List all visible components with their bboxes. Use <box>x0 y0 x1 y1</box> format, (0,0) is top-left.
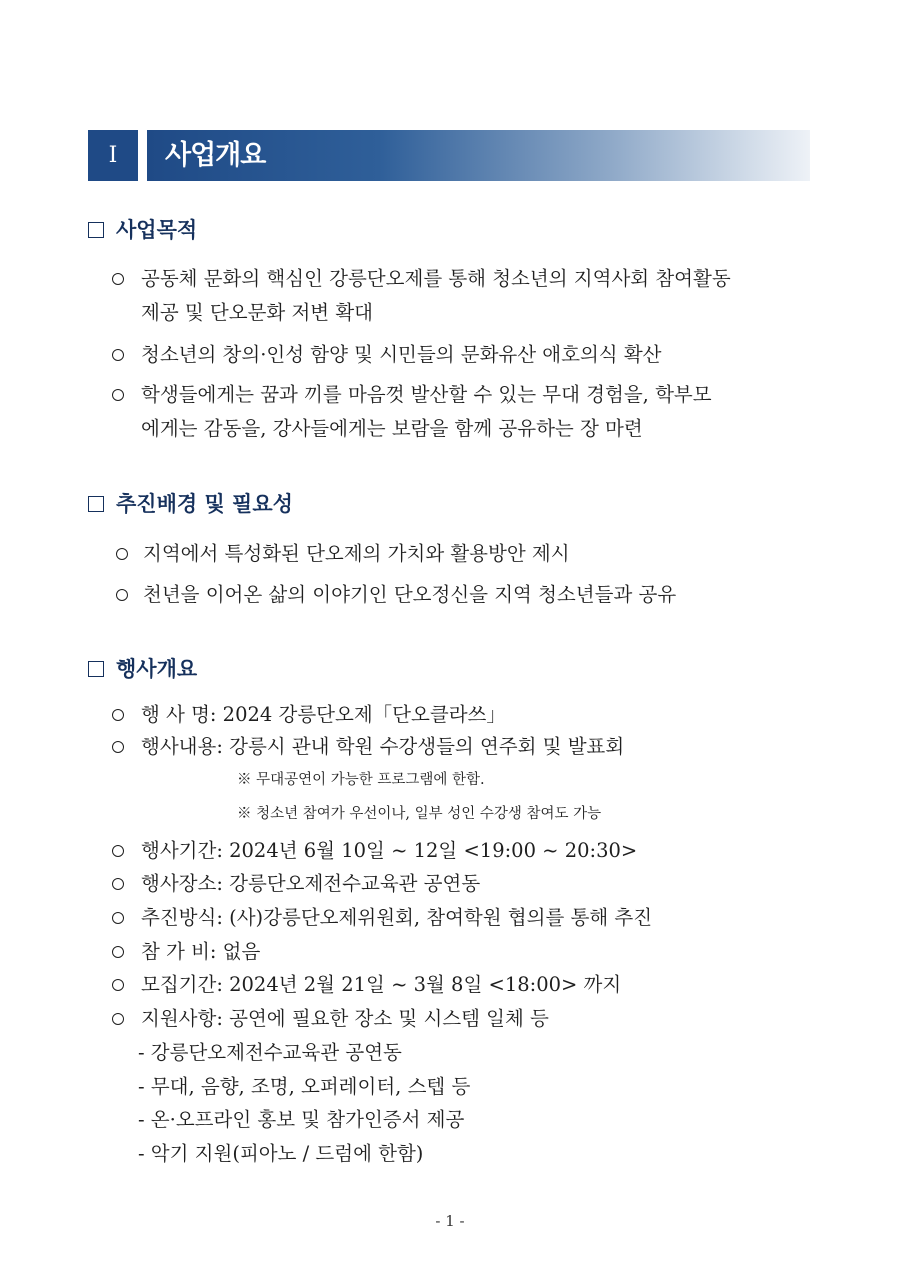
section-heading-background: 추진배경 및 필요성 <box>88 490 293 518</box>
checkbox-square-icon <box>88 222 104 238</box>
purpose-item-1-line-2: 제공 및 단오문화 저변 확대 <box>141 301 374 324</box>
circle-bullet-icon <box>116 589 128 601</box>
background-item-2: 천년을 이어온 삶의 이야기인 단오정신을 지역 청소년들과 공유 <box>143 583 677 606</box>
circle-bullet-icon <box>112 349 124 361</box>
overview-method: 추진방식: (사)강릉단오제위원회, 참여학원 협의를 통해 추진 <box>141 906 653 929</box>
circle-bullet-icon <box>112 273 124 285</box>
circle-bullet-icon <box>116 548 128 560</box>
overview-support: 지원사항: 공연에 필요한 장소 및 시스템 일체 등 <box>141 1007 549 1030</box>
purpose-item-2: 청소년의 창의·인성 함양 및 시민들의 문화유산 애호의식 확산 <box>141 343 662 366</box>
circle-bullet-icon <box>112 1013 124 1025</box>
chapter-title-bar <box>147 130 810 181</box>
circle-bullet-icon <box>112 912 124 924</box>
purpose-item-1-line-1: 공동체 문화의 핵심인 강릉단오제를 통해 청소년의 지역사회 참여활동 <box>141 267 731 290</box>
checkbox-square-icon <box>88 661 104 677</box>
circle-bullet-icon <box>112 878 124 890</box>
chapter-title: 사업개요 <box>165 140 266 171</box>
note-2: ※ 청소년 참여가 우선이나, 일부 성인 수강생 참여도 가능 <box>237 806 602 822</box>
support-item-1: - 강릉단오제전수교육관 공연동 <box>138 1041 402 1064</box>
checkbox-square-icon <box>88 496 104 512</box>
circle-bullet-icon <box>112 709 124 721</box>
support-item-4: - 악기 지원(피아노 / 드럼에 한함) <box>138 1142 424 1165</box>
page-number: - 1 - <box>435 1212 465 1230</box>
purpose-item-3-line-1: 학생들에게는 꿈과 끼를 마음껏 발산할 수 있는 무대 경험을, 학부모 <box>141 383 712 406</box>
circle-bullet-icon <box>112 979 124 991</box>
overview-event-content: 행사내용: 강릉시 관내 학원 수강생들의 연주회 및 발표회 <box>141 735 625 758</box>
background-item-1: 지역에서 특성화된 단오제의 가치와 활용방안 제시 <box>143 542 570 565</box>
overview-event-name: 행 사 명: 2024 강릉단오제「단오클라쓰」 <box>141 703 506 726</box>
chapter-header <box>88 130 810 181</box>
overview-fee: 참 가 비: 없음 <box>141 940 261 963</box>
chapter-number: I <box>88 130 138 181</box>
purpose-item-3-line-2: 에게는 감동을, 강사들에게는 보람을 함께 공유하는 장 마련 <box>141 417 643 440</box>
section-heading-overview: 행사개요 <box>88 655 197 683</box>
overview-event-venue: 행사장소: 강릉단오제전수교육관 공연동 <box>141 872 481 895</box>
section-heading-purpose: 사업목적 <box>88 216 197 244</box>
circle-bullet-icon <box>112 389 124 401</box>
support-item-3: - 온·오프라인 홍보 및 참가인증서 제공 <box>138 1108 465 1131</box>
support-item-2: - 무대, 음향, 조명, 오퍼레이터, 스텝 등 <box>138 1075 471 1098</box>
note-1: ※ 무대공연이 가능한 프로그램에 한함. <box>237 772 485 788</box>
circle-bullet-icon <box>112 741 124 753</box>
circle-bullet-icon <box>112 946 124 958</box>
circle-bullet-icon <box>112 845 124 857</box>
overview-recruit-period: 모집기간: 2024년 2월 21일 ~ 3월 8일 <18:00> 까지 <box>141 973 622 996</box>
overview-event-period: 행사기간: 2024년 6월 10일 ~ 12일 <19:00 ~ 20:30> <box>141 839 638 862</box>
